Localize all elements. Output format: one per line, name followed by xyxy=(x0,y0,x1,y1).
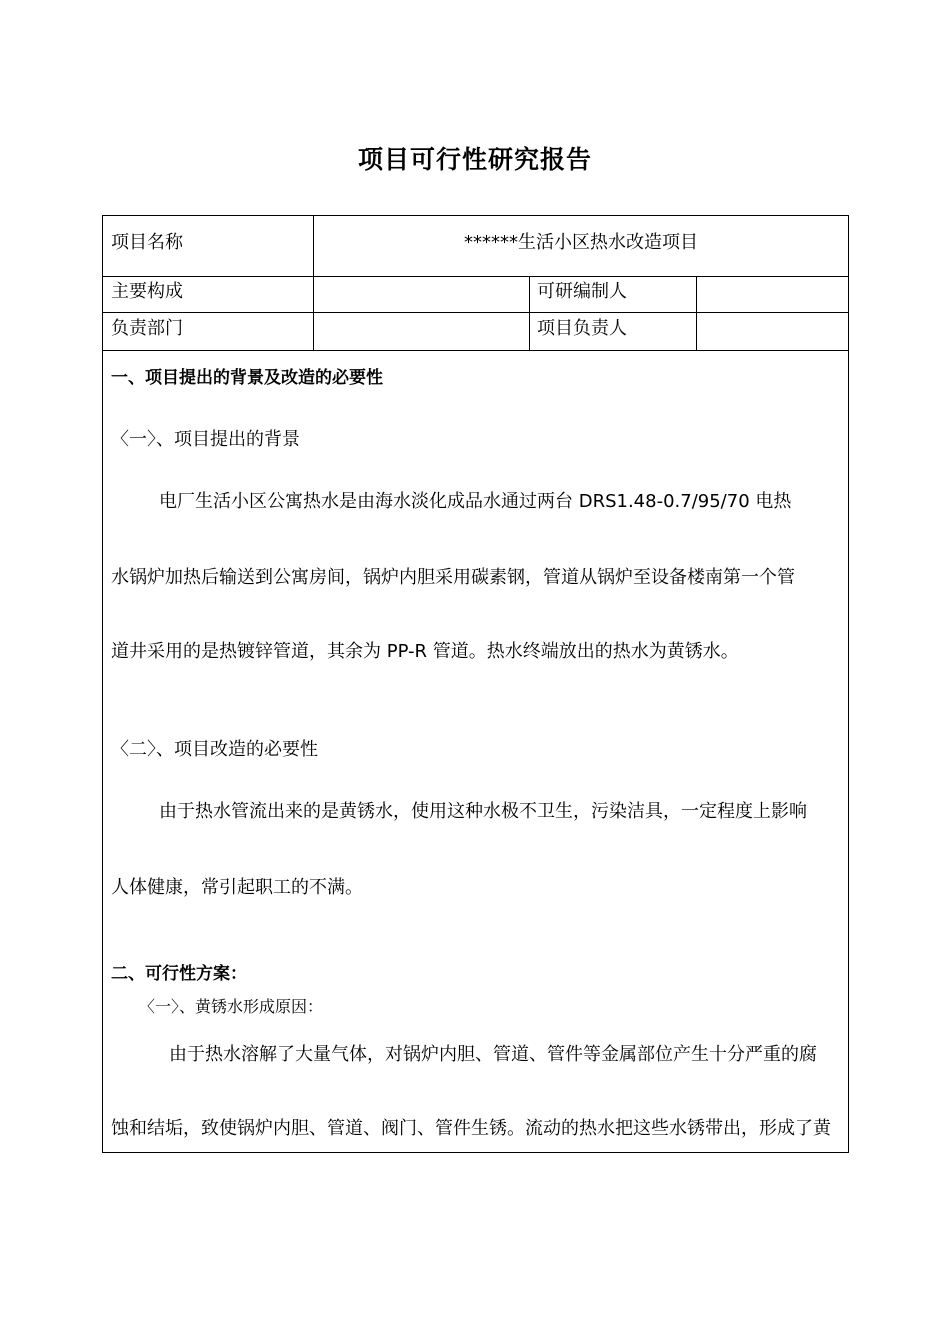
paragraph-line: 道井采用的是热镀锌管道，其余为 PP-R 管道。热水终端放出的热水为黄锈水。 xyxy=(111,641,739,662)
paragraph-line: 蚀和结垢，致使锅炉内胆、管道、阀门、管件生锈。流动的热水把这些水锈带出，形成了黄 xyxy=(111,1118,831,1139)
subsection-heading: 〈一〉、项目提出的背景 xyxy=(111,429,300,450)
report-form xyxy=(102,215,849,1153)
project-name-label: 项目名称 xyxy=(111,232,183,253)
main-composition-label: 主要构成 xyxy=(111,281,183,302)
table-divider xyxy=(529,276,530,350)
paragraph-line: 水锅炉加热后输送到公寓房间，锅炉内胆采用碳素钢，管道从锅炉至设备楼南第一个管 xyxy=(111,567,795,588)
subsection-heading: 〈二〉、项目改造的必要性 xyxy=(111,739,318,760)
project-name-value: ******生活小区热水改造项目 xyxy=(464,232,698,253)
paragraph-line: 电厂生活小区公寓热水是由海水淡化成品水通过两台 DRS1.48-0.7/95/70 电热 xyxy=(159,491,792,512)
section-heading: 二、可行性方案： xyxy=(111,964,247,984)
leader-label: 项目负责人 xyxy=(537,318,627,339)
department-label: 负责部门 xyxy=(111,318,183,339)
table-rule xyxy=(103,350,848,351)
compiler-label: 可研编制人 xyxy=(537,281,627,302)
table-divider xyxy=(696,276,697,350)
table-rule xyxy=(103,312,848,313)
section-heading: 一、项目提出的背景及改造的必要性 xyxy=(111,368,383,388)
paragraph-line: 人体健康，常引起职工的不满。 xyxy=(111,877,363,898)
paragraph-line: 由于热水管流出来的是黄锈水，使用这种水极不卫生，污染洁具，一定程度上影响 xyxy=(159,801,807,822)
subsection-heading: 〈一〉、黄锈水形成原因： xyxy=(139,997,324,1016)
table-rule xyxy=(103,276,848,277)
paragraph-line: 由于热水溶解了大量气体，对锅炉内胆、管道、管件等金属部位产生十分严重的腐 xyxy=(169,1044,817,1065)
document-title: 项目可行性研究报告 xyxy=(357,145,592,174)
